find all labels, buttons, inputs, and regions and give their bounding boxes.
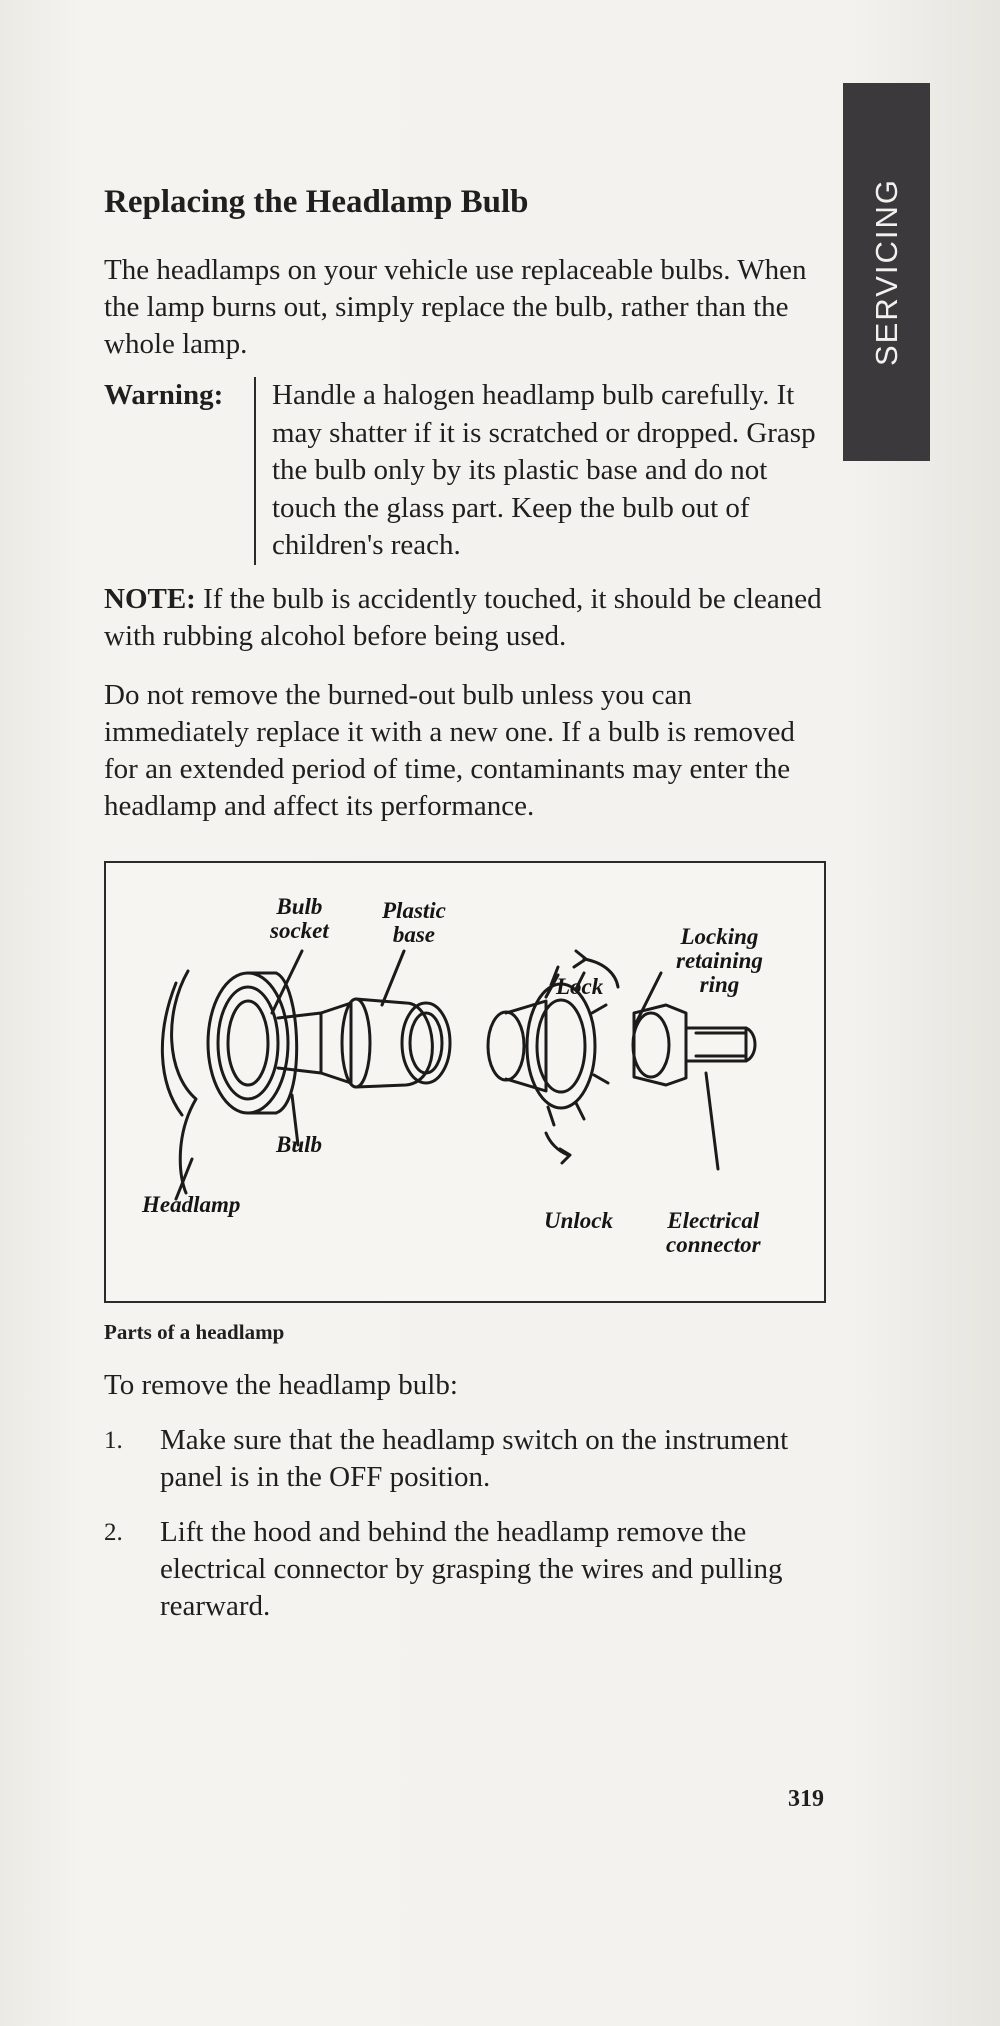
list-item	[104, 1422, 834, 1496]
section-tab	[843, 83, 930, 461]
page-number: 319	[788, 1786, 824, 1812]
intro-paragraph: The headlamps on your vehicle use replaceable bulbs. When the lamp burns out, simply replace the bulb, rather than the whole lamp.	[104, 254, 807, 360]
label-headlamp: Headlamp	[142, 1191, 241, 1217]
warning-label: Warning:	[104, 379, 224, 411]
figure-caption: Parts of a headlamp	[104, 1319, 285, 1344]
warning-text: Handle a halogen headlamp bulb carefully. It may shatter if it is scratched or dropped. Grasp the bulb only by its plastic base and do not touch the glass part. Keep the bulb out of children's reach.	[254, 377, 832, 565]
step-text: Make sure that the headlamp switch on the instrument panel is in the OFF position.	[160, 1423, 789, 1493]
label-locking-retaining-ring: Locking retaining ring	[676, 923, 763, 997]
note-paragraph	[104, 581, 834, 655]
label-plastic-base: Plastic base	[382, 897, 446, 947]
step-number: 2.	[104, 1518, 123, 1546]
headlamp-diagram	[104, 861, 826, 1303]
label-electrical-connector: Electrical connector	[666, 1207, 761, 1257]
note-text: If the bulb is accidently touched, it should be cleaned with rubbing alcohol before being used.	[104, 582, 822, 652]
warning-block	[104, 377, 834, 565]
label-bulb-socket: Bulb socket	[270, 893, 329, 943]
steps-list	[104, 1422, 834, 1625]
note-label: NOTE:	[104, 582, 196, 615]
label-unlock: Unlock	[544, 1207, 613, 1233]
list-item	[104, 1514, 834, 1625]
steps-intro: To remove the headlamp bulb:	[104, 1368, 458, 1401]
section-tab-label: SERVICING	[868, 178, 904, 366]
step-number: 1.	[104, 1426, 123, 1454]
step-text: Lift the hood and behind the headlamp remove the electrical connector by grasping the wires and pulling rearward.	[160, 1515, 783, 1622]
page-content	[104, 180, 834, 1643]
section-title: Replacing the Headlamp Bulb	[104, 184, 529, 220]
label-lock: Lock	[556, 973, 604, 999]
label-bulb: Bulb	[276, 1131, 323, 1157]
bulb-socket-shape	[208, 973, 288, 1113]
removal-warning-paragraph: Do not remove the burned-out bulb unless you can immediately replace it with a new one. If a bulb is removed for an extended period of time, contaminants may enter the headlamp and affect its performance.	[104, 678, 795, 822]
